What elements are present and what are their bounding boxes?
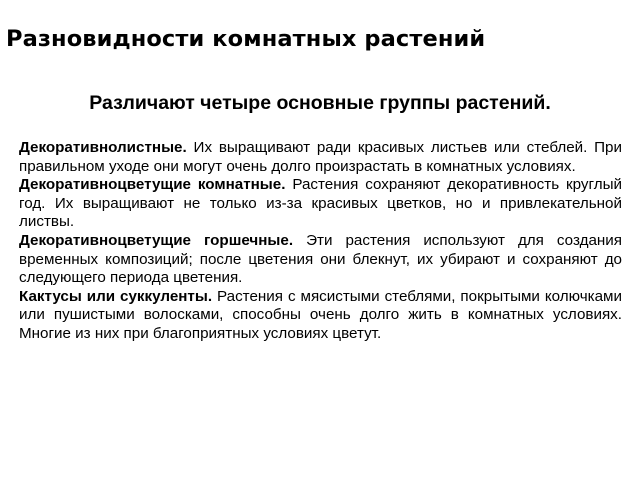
plant-group-paragraph (19, 176, 622, 232)
slide-subtitle: Различают четыре основные группы растений. (89, 92, 551, 114)
plant-group-description: Их выращивают ради красивых листьев или стеблей. При правильном уходе они могут очень долго произрастать в комнатных условиях. (19, 139, 622, 175)
plant-group-term: Декоративноцветущие комнатные. (19, 176, 286, 194)
plant-group-term: Декоративноцветущие горшечные. (19, 231, 294, 249)
plant-group-paragraph (19, 139, 622, 176)
plant-group-paragraph (19, 232, 622, 288)
plant-group-term: Кактусы или суккуленты. (19, 287, 213, 305)
slide-title: Разновидности комнатных растений (6, 26, 486, 52)
plant-group-description: Растения сохраняют декоративность круглый год. Их выращивают не только из-за красивых цветков, но и привлекательной листвы. (19, 176, 622, 231)
plant-group-term: Декоративнолистные. (19, 139, 187, 156)
plant-group-description: Растения с мясистыми стеблями, покрытыми колючками или пушистыми волосками, способны очень долго жить в комнатных условиях. Многие из них при благоприятных условиях цветут. (19, 287, 622, 342)
plant-groups-list (19, 139, 622, 344)
plant-group-description: Эти растения используют для создания временных композиций; после цветения они блекнут, их убирают и сохраняют до следующего периода цветения. (19, 231, 622, 287)
plant-group-paragraph (19, 288, 622, 344)
